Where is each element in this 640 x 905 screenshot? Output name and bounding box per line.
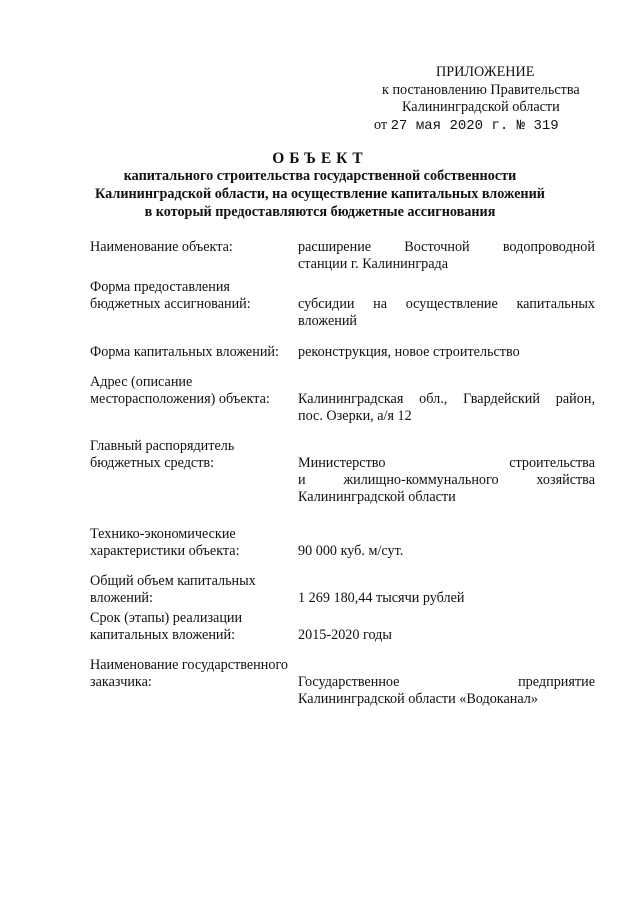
document-title: ОБЪЕКТ: [272, 150, 368, 167]
field-value-investment-form: реконструкция, новое строительство: [298, 344, 520, 360]
field-label-customer: Наименование государственного заказчика:: [90, 657, 289, 690]
title-line-2: Калининградской области, на осуществление капитальных вложений: [95, 186, 545, 202]
date-value: 27 мая 2020 г. № 319: [390, 118, 559, 134]
field-label-budget-manager: Главный распорядитель бюджетных средств:: [90, 438, 235, 471]
field-label-address: Адрес (описание месторасположения) объекта:: [90, 374, 270, 407]
field-value-customer: Государственное предприятие Калининградской области «Водоканал»: [298, 674, 595, 707]
field-label-funding-form: Форма предоставления бюджетных ассигнований:: [90, 279, 251, 312]
field-value-address: Калининградская обл., Гвардейский район, пос. Озерки, а/я 12: [298, 391, 595, 424]
resolution-date: [374, 117, 559, 135]
field-value-budget-manager: Министерство строительства и жилищно-коммунального хозяйства Калининградской области: [298, 455, 595, 505]
field-label-period: Срок (этапы) реализации капитальных вложений:: [90, 610, 243, 643]
field-value-total-investment: 1 269 180,44 тысячи рублей: [298, 590, 465, 606]
resolution-line-1: к постановлению Правительства: [382, 82, 580, 98]
field-value-period: 2015-2020 годы: [298, 627, 392, 643]
resolution-line-2: Калининградской области: [402, 99, 560, 115]
field-label-total-investment: Общий объем капитальных вложений:: [90, 573, 256, 606]
field-label-object-name: Наименование объекта:: [90, 239, 233, 255]
field-label-investment-form: Форма капитальных вложений:: [90, 344, 279, 360]
title-line-3: в который предоставляются бюджетные ассигнования: [144, 204, 496, 220]
field-value-specs: 90 000 куб. м/сут.: [298, 543, 404, 559]
field-value-funding-form: субсидии на осуществление капитальных вложений: [298, 296, 595, 329]
field-label-specs: Технико-экономические характеристики объекта:: [90, 526, 240, 559]
field-value-object-name: расширение Восточной водопроводной станции г. Калининграда: [298, 239, 595, 272]
title-line-1: капитального строительства государственной собственности: [123, 168, 517, 184]
appendix-label: ПРИЛОЖЕНИЕ: [436, 64, 535, 80]
date-prefix: от: [374, 117, 388, 133]
